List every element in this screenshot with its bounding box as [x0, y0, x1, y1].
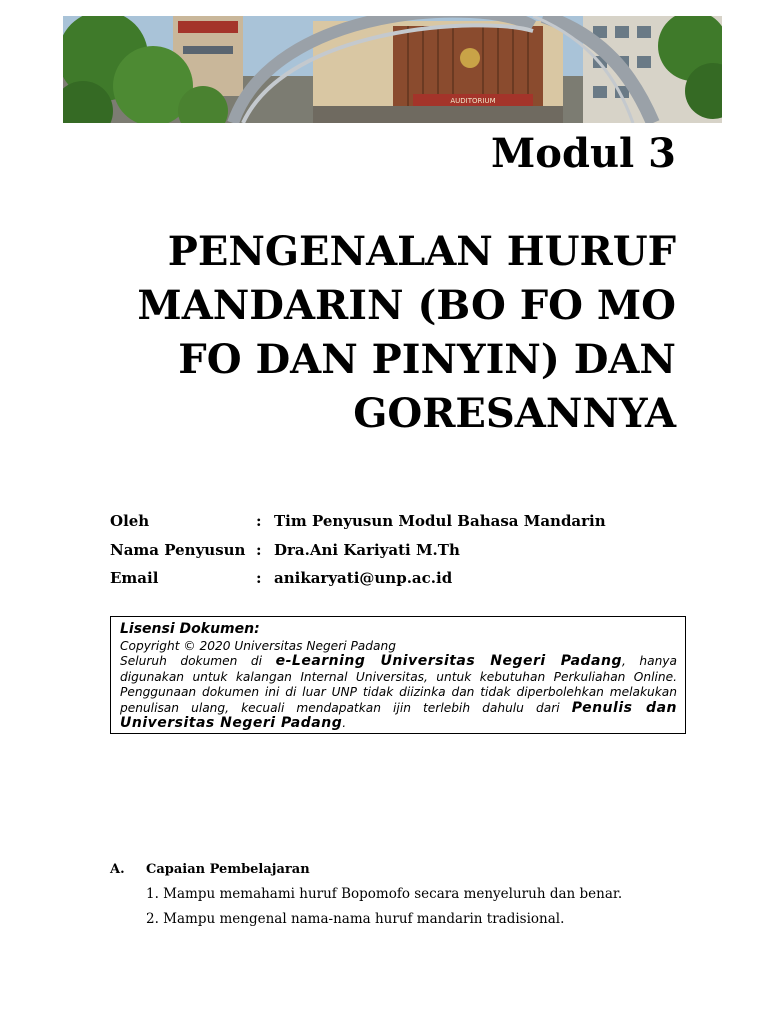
learning-outcomes-section [110, 862, 710, 936]
copyright-notice: Copyright © 2020 Universitas Negeri Padang [120, 639, 396, 653]
info-row-email [110, 569, 690, 598]
section-title: Capaian Pembelajaran [146, 862, 310, 877]
outcomes-list [110, 886, 710, 936]
license-body [120, 654, 677, 731]
list-item: 2. Mampu mengenal nama-nama huruf mandarin tradisional. [146, 911, 565, 927]
info-row-oleh [110, 512, 690, 541]
info-label: Nama Penyusun [110, 540, 246, 559]
info-row-nama-penyusun [110, 541, 690, 570]
title-line: GORESANNYA [353, 390, 676, 437]
list-item: 1. Mampu memahami huruf Bopomofo secara menyeluruh dan benar. [146, 886, 623, 902]
info-label: Email [110, 569, 159, 587]
license-text: . [342, 716, 347, 731]
auditorium-sign: AUDITORIUM [450, 97, 496, 105]
section-heading [110, 862, 710, 886]
license-emphasis: e-Learning Universitas Negeri Padang [275, 653, 622, 670]
license-text: , hanya digunakan untuk kalangan Internal Universitas, untuk kebutuhan Perkuliahan Online. Penggunaan dokumen ini di luar UNP tidak diizinka dan tidak diperbolehkan melakukan penulisan ulang, kecuali mendapatkan ijin terlebih dahulu dari [120, 654, 677, 715]
header-banner-image [63, 16, 722, 123]
module-number: Modul 3 [491, 130, 676, 177]
info-separator: : [256, 540, 262, 559]
info-label: Oleh [110, 512, 150, 530]
info-value: Dra.Ani Kariyati M.Th [274, 540, 460, 559]
document-title [116, 225, 676, 441]
license-title: Lisensi Dokumen: [120, 621, 260, 637]
license-box [110, 616, 686, 734]
title-line: MANDARIN (BO FO MO [137, 282, 676, 329]
auditorium-photo [63, 16, 722, 123]
info-value: Tim Penyusun Modul Bahasa Mandarin [274, 512, 606, 530]
license-emphasis: Penulis dan Universitas Negeri Padang [120, 699, 677, 732]
author-info-table [110, 512, 690, 598]
license-text: Seluruh dokumen di [120, 654, 276, 669]
info-separator: : [256, 512, 262, 530]
section-letter: A. [110, 862, 125, 877]
title-line: FO DAN PINYIN) DAN [178, 336, 676, 383]
title-line: PENGENALAN HURUF [167, 228, 676, 275]
info-separator: : [256, 569, 262, 587]
email-address: anikaryati@unp.ac.id [274, 569, 453, 587]
